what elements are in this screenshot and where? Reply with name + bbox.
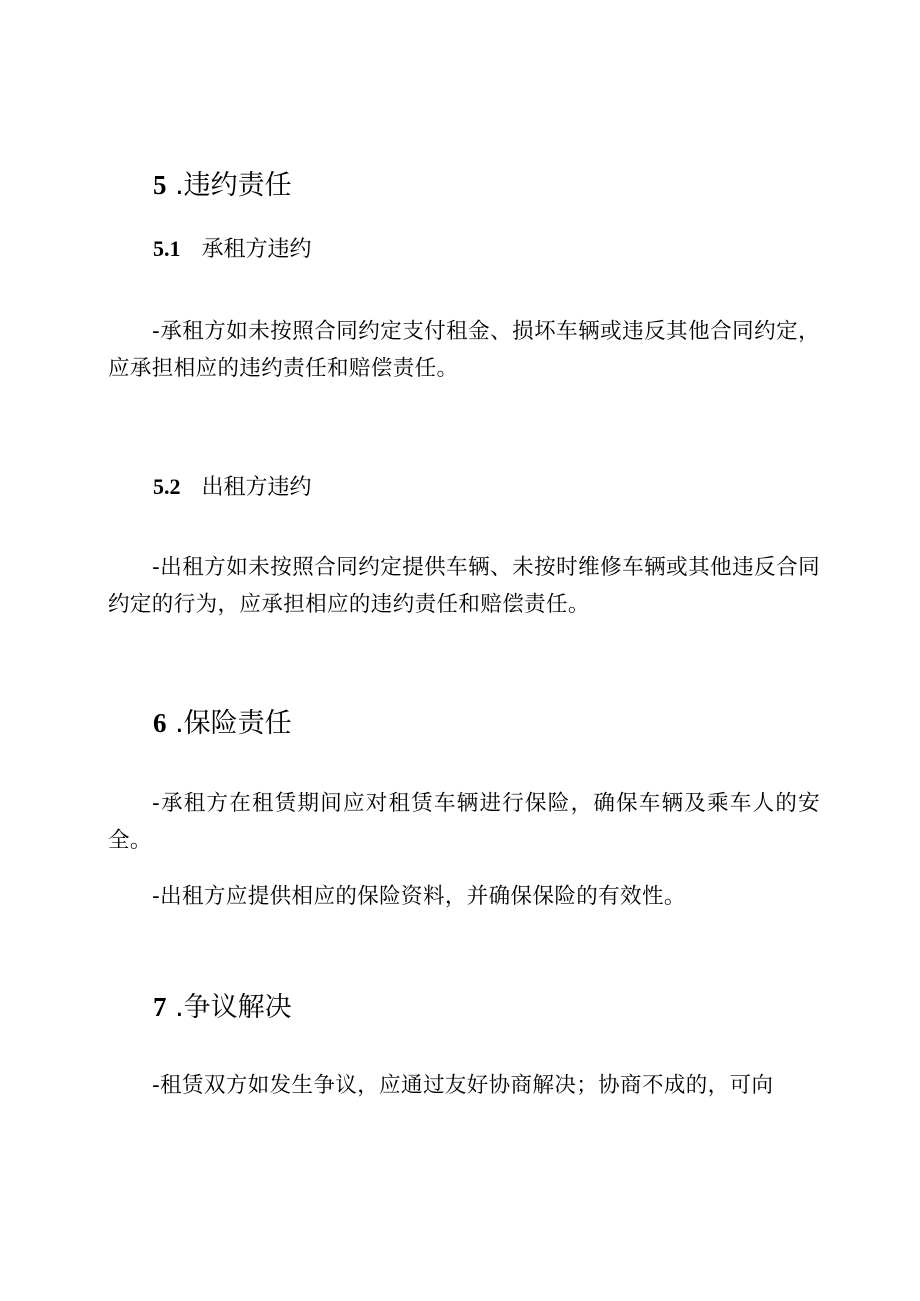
section-number: 7 [153,992,167,1022]
section-heading-6 [153,706,292,741]
paragraph-insurance-lessor: -出租方应提供相应的保险资料，并确保保险的有效性。 [152,884,686,909]
section-number: 6 [153,708,167,738]
paragraph-insurance-tenant: -承租方在租赁期间应对租赁车辆进行保险，确保车辆及乘车人的安全。 [108,791,820,853]
section-heading-5 [153,168,292,203]
subsection-heading-5-2 [153,472,312,503]
subsection-title: 承租方违约 [201,237,312,262]
paragraph-dispute-resolution: -租赁双方如发生争议，应通过友好协商解决；协商不成的，可向 [152,1073,774,1098]
subsection-title: 出租方违约 [201,475,312,500]
section-number: 5 [153,170,167,200]
subsection-heading-5-1 [153,234,312,265]
section-title: .违约责任 [175,170,292,201]
paragraph-lessor-breach: -出租方如未按照合同约定提供车辆、未按时维修车辆或其他违反合同约定的行为，应承担相应的违约责任和赔偿责任。 [108,555,820,617]
section-title: .保险责任 [175,708,292,739]
section-title: .争议解决 [175,992,292,1023]
subsection-number: 5.1 [153,236,181,261]
section-heading-7 [153,990,292,1025]
paragraph-tenant-breach: -承租方如未按照合同约定支付租金、损坏车辆或违反其他合同约定，应承担相应的违约责任和赔偿责任。 [108,319,820,381]
subsection-number: 5.2 [153,474,181,499]
